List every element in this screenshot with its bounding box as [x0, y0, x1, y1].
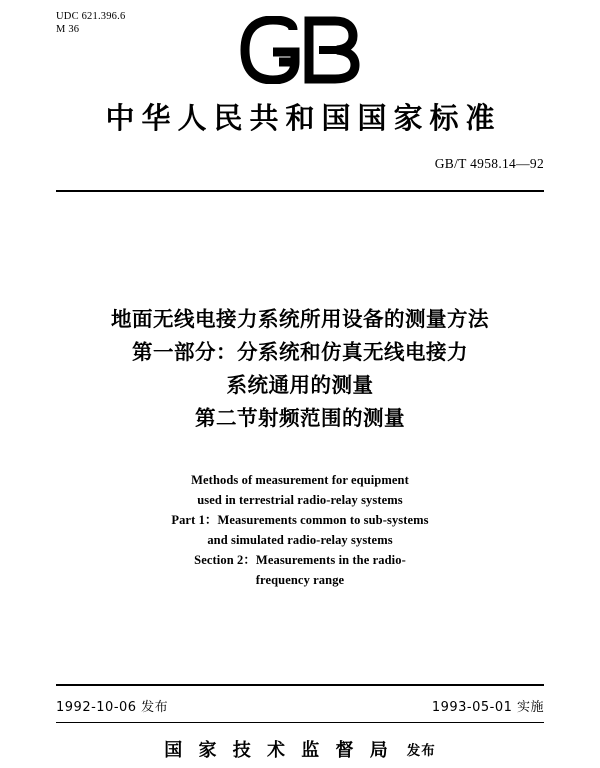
english-title-line-5: Section 2：Measurements in the radio-: [194, 553, 406, 567]
divider-footer: [56, 722, 544, 723]
standard-number: GB/T 4958.14—92: [434, 156, 544, 171]
chinese-title-line-1: 地面无线电接力系统所用设备的测量方法: [111, 307, 489, 331]
english-title-line-4: and simulated radio-relay systems: [207, 533, 393, 547]
divider-bottom: [56, 684, 544, 686]
english-title-line-3: Part 1：Measurements common to sub-systems: [171, 513, 429, 527]
issue-date: 1992-10-06 发布: [56, 700, 169, 715]
divider-top: [56, 190, 544, 192]
chinese-title-line-2: 第一部分：分系统和仿真无线电接力: [132, 340, 468, 364]
document-category-code: M 36: [56, 24, 80, 35]
publisher-block: [0, 736, 600, 762]
chinese-title-line-3: 系统通用的测量: [226, 373, 374, 397]
english-title-line-1: Methods of measurement for equipment: [191, 473, 409, 487]
english-title-line-2: used in terrestrial radio-relay systems: [197, 493, 403, 507]
chinese-title-block: [0, 303, 600, 435]
english-title-block: [0, 470, 600, 590]
english-title-line-6: frequency range: [255, 573, 345, 587]
chinese-title-line-4: 第二节射频范围的测量: [195, 406, 405, 430]
implementation-date: 1993-05-01 实施: [431, 700, 544, 715]
publisher-name: 国 家 技 术 监 督 局: [164, 740, 393, 761]
page-title: 中华人民共和国国家标准: [105, 101, 502, 135]
udc-code: UDC 621.396.6: [56, 11, 126, 22]
publisher-verb: 发布: [406, 743, 436, 759]
gb-logo: [0, 16, 600, 89]
